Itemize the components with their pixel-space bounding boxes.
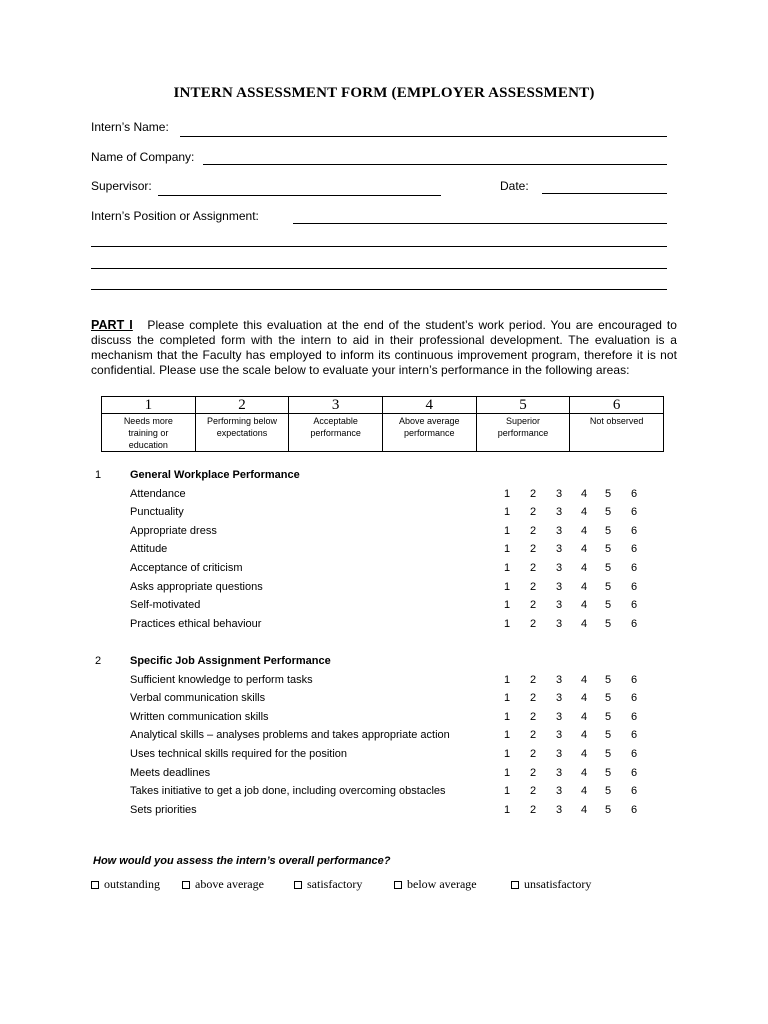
rating-option[interactable]: 3	[555, 543, 563, 555]
rating-option[interactable]: 1	[503, 729, 511, 741]
rating-option[interactable]: 2	[529, 785, 537, 797]
scale-desc: Performing below expectations	[195, 414, 289, 452]
scale-desc: Above average performance	[382, 414, 476, 452]
rating-option[interactable]: 6	[630, 562, 638, 574]
criterion-label: Meets deadlines	[130, 767, 211, 779]
rating-option[interactable]: 4	[580, 562, 588, 574]
rating-option[interactable]: 1	[503, 543, 511, 555]
criterion-label: Asks appropriate questions	[130, 581, 263, 593]
part-one-heading: PART I	[91, 318, 133, 332]
rating-option[interactable]: 1	[503, 804, 511, 816]
scale-desc: Superior performance	[476, 414, 570, 452]
rating-option[interactable]: 5	[604, 729, 612, 741]
rating-option[interactable]: 4	[580, 804, 588, 816]
rating-option[interactable]: 2	[529, 767, 537, 779]
intern-name-label: Intern’s Name:	[91, 120, 169, 134]
rating-option[interactable]: 3	[555, 525, 563, 537]
rating-option[interactable]: 4	[580, 748, 588, 760]
scale-num: 2	[195, 397, 289, 414]
checkbox-icon[interactable]	[394, 881, 402, 889]
criterion-label: Uses technical skills required for the position	[130, 748, 348, 760]
section-title: General Workplace Performance	[130, 469, 300, 481]
rating-option[interactable]: 5	[604, 543, 612, 555]
option-label: outstanding	[104, 877, 160, 891]
scale-desc-row	[102, 414, 664, 452]
rating-option[interactable]: 2	[529, 581, 537, 593]
rating-option[interactable]: 3	[555, 711, 563, 723]
rating-option[interactable]: 6	[630, 692, 638, 704]
rating-option[interactable]: 2	[529, 729, 537, 741]
criterion-label: Analytical skills – analyses problems and takes appropriate action	[130, 729, 450, 741]
criterion-label: Verbal communication skills	[130, 692, 266, 704]
rating-option[interactable]: 4	[580, 488, 588, 500]
scale-desc: Not observed	[570, 414, 664, 452]
criterion-label: Punctuality	[130, 506, 184, 518]
rating-option[interactable]: 2	[529, 525, 537, 537]
rating-option[interactable]: 4	[580, 692, 588, 704]
criterion-label: Sufficient knowledge to perform tasks	[130, 674, 313, 686]
rating-option[interactable]: 5	[604, 804, 612, 816]
supervisor-line[interactable]	[158, 195, 441, 196]
checkbox-icon[interactable]	[182, 881, 190, 889]
rating-option[interactable]: 1	[503, 711, 511, 723]
rating-option[interactable]: 4	[580, 674, 588, 686]
scale-desc: Acceptable performance	[289, 414, 383, 452]
rating-option[interactable]: 6	[630, 785, 638, 797]
rating-option[interactable]: 1	[503, 767, 511, 779]
position-line-2[interactable]	[91, 246, 667, 247]
rating-option[interactable]: 5	[604, 488, 612, 500]
rating-option[interactable]: 6	[630, 748, 638, 760]
rating-option[interactable]: 3	[555, 767, 563, 779]
rating-option[interactable]: 5	[604, 785, 612, 797]
rating-option[interactable]: 3	[555, 785, 563, 797]
rating-option[interactable]: 3	[555, 488, 563, 500]
rating-option[interactable]: 3	[555, 618, 563, 630]
rating-option[interactable]: 3	[555, 748, 563, 760]
part-one-paragraph	[91, 318, 677, 378]
scale-num: 5	[476, 397, 570, 414]
rating-option[interactable]: 4	[580, 618, 588, 630]
rating-option[interactable]: 3	[555, 581, 563, 593]
rating-option[interactable]: 6	[630, 543, 638, 555]
rating-option[interactable]: 6	[630, 581, 638, 593]
rating-option[interactable]: 2	[529, 692, 537, 704]
option-label: unsatisfactory	[524, 877, 592, 891]
rating-option[interactable]: 2	[529, 618, 537, 630]
rating-option[interactable]: 1	[503, 692, 511, 704]
rating-option[interactable]: 1	[503, 581, 511, 593]
rating-option[interactable]: 5	[604, 767, 612, 779]
position-line-4[interactable]	[91, 289, 667, 290]
rating-option[interactable]: 4	[580, 506, 588, 518]
checkbox-icon[interactable]	[294, 881, 302, 889]
rating-option[interactable]: 1	[503, 488, 511, 500]
rating-option[interactable]: 5	[604, 674, 612, 686]
position-line-3[interactable]	[91, 268, 667, 269]
rating-option[interactable]: 2	[529, 804, 537, 816]
criterion-label: Appropriate dress	[130, 525, 217, 537]
rating-option[interactable]: 2	[529, 674, 537, 686]
rating-option[interactable]: 1	[503, 674, 511, 686]
rating-option[interactable]: 6	[630, 488, 638, 500]
rating-option[interactable]: 1	[503, 506, 511, 518]
position-line[interactable]	[293, 223, 667, 224]
rating-option[interactable]: 3	[555, 674, 563, 686]
criterion-label: Attitude	[130, 543, 168, 555]
option-below-average[interactable]	[394, 877, 477, 892]
rating-option[interactable]: 1	[503, 748, 511, 760]
rating-option[interactable]: 4	[580, 767, 588, 779]
rating-option[interactable]: 6	[630, 711, 638, 723]
rating-option[interactable]: 6	[630, 618, 638, 630]
rating-option[interactable]: 2	[529, 599, 537, 611]
company-line[interactable]	[203, 164, 667, 165]
rating-option[interactable]: 6	[630, 674, 638, 686]
form-title: INTERN ASSESSMENT FORM (EMPLOYER ASSESSMENT)	[173, 85, 595, 101]
rating-option[interactable]: 1	[503, 562, 511, 574]
overall-question: How would you assess the intern’s overall performance?	[93, 855, 391, 867]
section-number: 1	[95, 469, 102, 481]
rating-option[interactable]: 6	[630, 729, 638, 741]
section-number: 2	[95, 655, 102, 667]
rating-option[interactable]: 4	[580, 525, 588, 537]
rating-option[interactable]: 6	[630, 804, 638, 816]
option-label: above average	[195, 877, 264, 891]
scale-number-row	[102, 397, 664, 414]
rating-option[interactable]: 2	[529, 506, 537, 518]
rating-option[interactable]: 5	[604, 581, 612, 593]
option-unsatisfactory[interactable]	[511, 877, 591, 892]
supervisor-label: Supervisor:	[91, 179, 152, 193]
date-line[interactable]	[542, 193, 667, 194]
option-satisfactory[interactable]	[294, 877, 362, 892]
rating-option[interactable]: 2	[529, 543, 537, 555]
criterion-label: Sets priorities	[130, 804, 197, 816]
rating-option[interactable]: 3	[555, 804, 563, 816]
rating-option[interactable]: 3	[555, 729, 563, 741]
scale-num: 1	[102, 397, 196, 414]
rating-option[interactable]: 5	[604, 618, 612, 630]
position-label: Intern’s Position or Assignment:	[91, 209, 259, 223]
rating-option[interactable]: 4	[580, 711, 588, 723]
rating-option[interactable]: 6	[630, 599, 638, 611]
criterion-label: Practices ethical behaviour	[130, 618, 262, 630]
rating-option[interactable]: 3	[555, 599, 563, 611]
rating-option[interactable]: 5	[604, 599, 612, 611]
rating-option[interactable]: 4	[580, 581, 588, 593]
rating-option[interactable]: 1	[503, 618, 511, 630]
rating-option[interactable]: 1	[503, 785, 511, 797]
rating-option[interactable]: 5	[604, 748, 612, 760]
criterion-label: Self-motivated	[130, 599, 201, 611]
intern-name-line[interactable]	[180, 136, 667, 137]
scale-num: 4	[382, 397, 476, 414]
rating-option[interactable]: 3	[555, 562, 563, 574]
option-label: below average	[407, 877, 477, 891]
rating-option[interactable]: 6	[630, 525, 638, 537]
rating-option[interactable]: 1	[503, 599, 511, 611]
rating-option[interactable]: 5	[604, 692, 612, 704]
rating-option[interactable]: 4	[580, 599, 588, 611]
rating-option[interactable]: 2	[529, 711, 537, 723]
checkbox-icon[interactable]	[511, 881, 519, 889]
scale-num: 6	[570, 397, 664, 414]
option-label: satisfactory	[307, 877, 363, 891]
checkbox-icon[interactable]	[91, 881, 99, 889]
rating-option[interactable]: 1	[503, 525, 511, 537]
rating-option[interactable]: 4	[580, 543, 588, 555]
rating-option[interactable]: 5	[604, 562, 612, 574]
criterion-label: Written communication skills	[130, 711, 269, 723]
rating-option[interactable]: 6	[630, 767, 638, 779]
part-one-text: Please complete this evaluation at the end of the student’s work period. You are encouraged to discuss the completed form with the intern to aid in their professional development. The evaluation is a mechanism that the Faculty has employed to inform its continuous improvement program, therefore it is not confidential. Please use the scale below to evaluate your intern’s performance in the following areas:	[91, 318, 677, 377]
rating-option[interactable]: 3	[555, 692, 563, 704]
option-above-average[interactable]	[182, 877, 264, 892]
rating-option[interactable]: 4	[580, 785, 588, 797]
rating-option[interactable]: 6	[630, 506, 638, 518]
criterion-label: Takes initiative to get a job done, including overcoming obstacles	[130, 785, 446, 797]
rating-option[interactable]: 5	[604, 525, 612, 537]
rating-option[interactable]: 2	[529, 562, 537, 574]
criterion-label: Attendance	[130, 488, 186, 500]
rating-option[interactable]: 5	[604, 506, 612, 518]
criterion-label: Acceptance of criticism	[130, 562, 243, 574]
rating-option[interactable]: 4	[580, 729, 588, 741]
rating-option[interactable]: 3	[555, 506, 563, 518]
rating-option[interactable]: 2	[529, 488, 537, 500]
scale-num: 3	[289, 397, 383, 414]
rating-scale-table	[101, 396, 664, 452]
rating-option[interactable]: 2	[529, 748, 537, 760]
rating-option[interactable]: 5	[604, 711, 612, 723]
section-title: Specific Job Assignment Performance	[130, 655, 331, 667]
company-label: Name of Company:	[91, 150, 195, 164]
date-label: Date:	[500, 179, 529, 193]
scale-desc: Needs more training or education	[102, 414, 196, 452]
option-outstanding[interactable]	[91, 877, 160, 892]
